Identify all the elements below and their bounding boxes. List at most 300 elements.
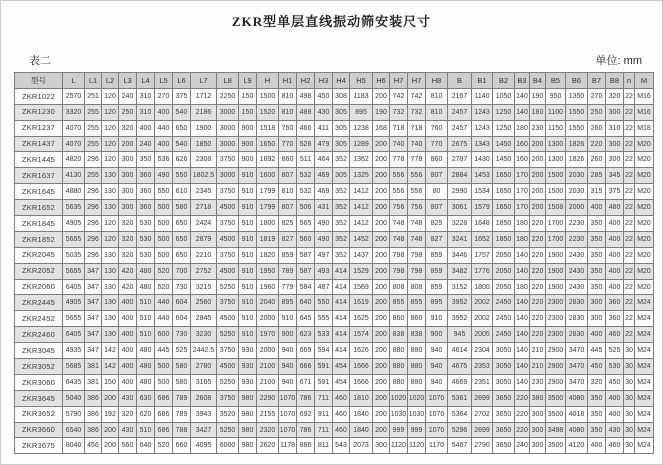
table-cell: 1550: [566, 120, 588, 136]
table-cell: 900: [426, 327, 448, 343]
table-cell: 711: [315, 390, 333, 406]
table-cell: 381: [85, 359, 102, 375]
table-cell: 430: [119, 422, 137, 438]
table-cell: 200: [373, 295, 390, 311]
table-cell: 200: [119, 136, 137, 152]
table-cell: 810: [279, 104, 297, 120]
table-row: [15, 438, 654, 454]
table-cell: 300: [119, 168, 137, 184]
table-cell: 3470: [566, 374, 588, 390]
table-cell: 200: [530, 152, 546, 168]
table-cell: 671: [297, 374, 315, 390]
table-cell: 5655: [63, 263, 85, 279]
table-cell: 886: [297, 438, 315, 454]
table-cell: 464: [315, 152, 333, 168]
model-cell: ZKR3045: [15, 343, 63, 359]
table-cell: 270: [155, 88, 173, 104]
table-cell: 479: [315, 136, 333, 152]
table-cell: 591: [315, 359, 333, 375]
table-cell: 530: [606, 359, 624, 375]
table-cell: 1238: [350, 120, 373, 136]
table-cell: 798: [390, 263, 408, 279]
table-cell: 910: [239, 231, 257, 247]
table-cell: 1450: [493, 136, 515, 152]
table-cell: 2030: [566, 168, 588, 184]
table-cell: 660: [173, 438, 191, 454]
table-cell: 260: [588, 120, 606, 136]
table-cell: 880: [408, 343, 426, 359]
table-cell: 1070: [426, 422, 448, 438]
table-cell: 300: [588, 295, 606, 311]
table-cell: 220: [515, 422, 530, 438]
table-cell: 1579: [472, 200, 493, 216]
table-number-label: 表二: [29, 55, 51, 67]
table-cell: 386: [85, 406, 102, 422]
table-cell: 827: [279, 231, 297, 247]
table-cell: 200: [373, 390, 390, 406]
table-cell: 666: [297, 359, 315, 375]
table-cell: 1450: [493, 152, 515, 168]
table-cell: 200: [373, 359, 390, 375]
table-body: [15, 88, 654, 453]
table-cell: 460: [606, 327, 624, 343]
table-cell: 2186: [191, 104, 217, 120]
table-cell: M18: [635, 120, 654, 136]
table-cell: 3446: [448, 247, 472, 263]
model-cell: ZKR1652: [15, 200, 63, 216]
table-cell: 300: [530, 438, 546, 454]
table-cell: 375: [606, 184, 624, 200]
table-cell: 250: [588, 104, 606, 120]
table-cell: 300: [373, 438, 390, 454]
table-cell: 2457: [448, 104, 472, 120]
table-cell: 310: [137, 104, 155, 120]
table-cell: 532: [297, 168, 315, 184]
table-cell: 860: [279, 152, 297, 168]
table-cell: 786: [297, 422, 315, 438]
table-cell: 414: [333, 343, 350, 359]
table-cell: 910: [239, 279, 257, 295]
table-cell: 1840: [350, 422, 373, 438]
table-cell: 4500: [217, 231, 239, 247]
table-cell: 2790: [472, 438, 493, 454]
table-cell: 250: [119, 104, 137, 120]
column-header: H5: [350, 73, 373, 89]
column-header: L5: [155, 73, 173, 89]
table-cell: 1140: [472, 88, 493, 104]
table-cell: 2167: [448, 88, 472, 104]
table-cell: 3952: [448, 295, 472, 311]
table-cell: 556: [390, 184, 408, 200]
table-cell: 5250: [217, 422, 239, 438]
table-cell: 1412: [350, 184, 373, 200]
table-cell: 300: [119, 152, 137, 168]
table-cell: 22: [624, 120, 635, 136]
table-cell: 445: [588, 343, 606, 359]
table-cell: 940: [426, 359, 448, 375]
table-cell: 4820: [63, 152, 85, 168]
table-cell: 22: [624, 88, 635, 104]
table-cell: 140: [515, 311, 530, 327]
table-cell: 1950: [257, 263, 279, 279]
table-cell: 2230: [566, 231, 588, 247]
table-cell: 2830: [566, 327, 588, 343]
table-cell: 414: [333, 295, 350, 311]
table-cell: 669: [297, 343, 315, 359]
table-cell: 120: [102, 104, 119, 120]
table-cell: 240: [515, 438, 530, 454]
table-cell: 532: [297, 184, 315, 200]
table-cell: 420: [119, 263, 137, 279]
table-cell: 1412: [350, 200, 373, 216]
table-cell: 4675: [448, 359, 472, 375]
table-cell: 2699: [472, 390, 493, 406]
table-cell: 6405: [63, 327, 85, 343]
table-cell: 3215: [191, 279, 217, 295]
table-cell: 300: [530, 406, 546, 422]
table-cell: 1343: [472, 136, 493, 152]
table-cell: 200: [530, 168, 546, 184]
table-cell: 5035: [63, 247, 85, 263]
table-cell: 1652: [472, 231, 493, 247]
column-header: L3: [119, 73, 137, 89]
table-cell: 22: [624, 104, 635, 120]
table-cell: 460: [333, 390, 350, 406]
table-cell: 1619: [350, 295, 373, 311]
table-cell: M24: [635, 311, 654, 327]
table-cell: 490: [315, 216, 333, 232]
table-cell: 540: [173, 136, 191, 152]
table-cell: 587: [297, 247, 315, 263]
table-cell: 400: [606, 263, 624, 279]
table-cell: 2320: [257, 422, 279, 438]
table-cell: 1850: [493, 231, 515, 247]
table-cell: 511: [297, 152, 315, 168]
table-cell: 430: [315, 104, 333, 120]
table-cell: 469: [315, 168, 333, 184]
table-cell: 2990: [448, 184, 472, 200]
model-cell: ZKR3675: [15, 438, 63, 454]
table-cell: 200: [373, 406, 390, 422]
table-cell: M24: [635, 327, 654, 343]
table-cell: 530: [137, 231, 155, 247]
table-cell: 686: [155, 390, 173, 406]
table-cell: 1550: [566, 104, 588, 120]
table-cell: 520: [155, 438, 173, 454]
table-cell: 1529: [350, 263, 373, 279]
table-cell: 3000: [217, 120, 239, 136]
column-header: H7: [408, 73, 426, 89]
table-row: [15, 120, 654, 136]
table-cell: M20: [635, 168, 654, 184]
table-cell: 692: [297, 406, 315, 422]
table-cell: 160: [515, 152, 530, 168]
table-cell: 640: [297, 295, 315, 311]
table-cell: 180: [515, 279, 530, 295]
table-cell: 30: [624, 343, 635, 359]
table-cell: 2699: [472, 422, 493, 438]
table-cell: 1325: [350, 168, 373, 184]
table-cell: 296: [85, 231, 102, 247]
table-cell: 610: [173, 184, 191, 200]
table-cell: 1692: [257, 152, 279, 168]
table-cell: 1819: [257, 231, 279, 247]
table-cell: 3750: [217, 216, 239, 232]
model-cell: ZKR3060: [15, 374, 63, 390]
model-cell: ZKR2445: [15, 295, 63, 311]
table-cell: 400: [119, 327, 137, 343]
table-cell: 375: [173, 88, 191, 104]
table-cell: 732: [408, 104, 426, 120]
table-cell: 2300: [546, 327, 566, 343]
table-cell: 300: [530, 422, 546, 438]
table-cell: 320: [119, 406, 137, 422]
table-cell: 200: [530, 136, 546, 152]
table-cell: 22: [624, 216, 635, 232]
table-cell: 3500: [546, 406, 566, 422]
table-cell: 556: [408, 184, 426, 200]
table-cell: 414: [333, 279, 350, 295]
table-cell: 789: [279, 263, 297, 279]
table-cell: 255: [85, 168, 102, 184]
table-cell: 345: [606, 168, 624, 184]
table-cell: 2250: [217, 88, 239, 104]
table-cell: 880: [408, 359, 426, 375]
table-cell: M24: [635, 406, 654, 422]
table-cell: 411: [315, 120, 333, 136]
table-cell: 440: [155, 120, 173, 136]
table-cell: 140: [515, 359, 530, 375]
table-cell: 260: [588, 152, 606, 168]
table-cell: 2620: [257, 438, 279, 454]
table-cell: 480: [137, 279, 155, 295]
table-cell: 1960: [257, 279, 279, 295]
table-cell: 6405: [63, 279, 85, 295]
table-cell: 1150: [546, 120, 566, 136]
table-cell: 530: [137, 216, 155, 232]
table-cell: 623: [297, 327, 315, 343]
table-cell: 480: [137, 343, 155, 359]
table-cell: 748: [408, 231, 426, 247]
table-cell: 1712: [191, 88, 217, 104]
table-cell: 140: [515, 247, 530, 263]
table-cell: 4669: [448, 374, 472, 390]
table-cell: 8040: [63, 438, 85, 454]
table-cell: 2450: [493, 327, 515, 343]
table-cell: 859: [279, 247, 297, 263]
table-cell: 3750: [217, 390, 239, 406]
table-cell: 730: [173, 327, 191, 343]
table-cell: 315: [588, 184, 606, 200]
table-cell: 718: [390, 120, 408, 136]
table-cell: 400: [119, 343, 137, 359]
table-cell: 1970: [257, 327, 279, 343]
table-cell: 296: [85, 247, 102, 263]
table-cell: 900: [239, 136, 257, 152]
table-cell: 2442.5: [191, 343, 217, 359]
table-cell: 1625: [350, 311, 373, 327]
table-cell: 360: [137, 184, 155, 200]
table-cell: 1518: [257, 120, 279, 136]
dimensions-table: [14, 72, 654, 454]
table-row: [15, 311, 654, 327]
table-row: [15, 422, 654, 438]
table-cell: 1626: [350, 343, 373, 359]
table-cell: 718: [408, 120, 426, 136]
table-cell: 200: [373, 88, 390, 104]
table-cell: 5467: [448, 438, 472, 454]
table-cell: 347: [85, 311, 102, 327]
table-cell: 740: [408, 136, 426, 152]
table-cell: 2000: [257, 343, 279, 359]
table-cell: 550: [173, 168, 191, 184]
column-header: B7: [588, 73, 606, 89]
model-cell: ZKR3645: [15, 390, 63, 406]
table-cell: 911: [315, 406, 333, 422]
table-cell: 5040: [63, 390, 85, 406]
table-cell: 3500: [546, 390, 566, 406]
table-cell: 305: [333, 168, 350, 184]
table-cell: 305: [333, 120, 350, 136]
table-cell: 168: [373, 120, 390, 136]
table-cell: 2900: [546, 374, 566, 390]
table-cell: 160: [515, 136, 530, 152]
table-cell: 3650: [493, 422, 515, 438]
model-cell: ZKR1845: [15, 216, 63, 232]
table-cell: 180: [515, 231, 530, 247]
table-row: [15, 295, 654, 311]
table-cell: 130: [102, 295, 119, 311]
table-cell: 500: [155, 216, 173, 232]
table-meta-row: [29, 52, 646, 68]
table-cell: 456: [85, 438, 102, 454]
table-header: [15, 73, 654, 89]
table-cell: 1900: [546, 247, 566, 263]
table-cell: 711: [315, 422, 333, 438]
table-cell: 1700: [546, 231, 566, 247]
table-cell: 798: [408, 247, 426, 263]
table-cell: 420: [119, 279, 137, 295]
table-cell: 220: [530, 263, 546, 279]
table-cell: 493: [315, 263, 333, 279]
table-cell: 2345: [191, 184, 217, 200]
table-cell: 778: [408, 152, 426, 168]
table-cell: M16: [635, 88, 654, 104]
table-cell: 2353: [472, 359, 493, 375]
table-cell: 140: [515, 295, 530, 311]
table-cell: 786: [297, 390, 315, 406]
table-cell: 930: [239, 374, 257, 390]
table-cell: 3650: [493, 438, 515, 454]
table-cell: M24: [635, 390, 654, 406]
table-cell: 910: [239, 247, 257, 263]
table-row: [15, 343, 654, 359]
table-cell: M24: [635, 359, 654, 375]
table-cell: 3000: [217, 168, 239, 184]
table-cell: 1534: [472, 184, 493, 200]
table-cell: 1900: [546, 279, 566, 295]
column-header: L6: [173, 73, 191, 89]
table-cell: 760: [426, 120, 448, 136]
table-cell: 594: [315, 343, 333, 359]
table-cell: 543: [333, 438, 350, 454]
table-cell: M20: [635, 184, 654, 200]
table-cell: 940: [279, 374, 297, 390]
table-cell: 2050: [493, 263, 515, 279]
table-cell: 1826: [566, 152, 588, 168]
table-cell: 320: [119, 231, 137, 247]
column-header: H4: [333, 73, 350, 89]
table-row: [15, 104, 654, 120]
table-cell: 510: [137, 422, 155, 438]
table-cell: 900: [239, 120, 257, 136]
table-cell: 490: [155, 168, 173, 184]
table-cell: 400: [119, 374, 137, 390]
table-cell: 855: [390, 295, 408, 311]
table-cell: 400: [119, 311, 137, 327]
table-cell: 22: [624, 152, 635, 168]
table-cell: 200: [373, 311, 390, 327]
table-cell: 1799: [257, 184, 279, 200]
table-cell: 756: [408, 200, 426, 216]
table-cell: 400: [137, 120, 155, 136]
table-cell: 5250: [217, 374, 239, 390]
column-header: H2: [297, 73, 315, 89]
table-cell: 140: [515, 104, 530, 120]
table-cell: 798: [408, 263, 426, 279]
table-cell: 2675: [448, 136, 472, 152]
table-cell: 1799: [257, 200, 279, 216]
table-cell: 400: [606, 231, 624, 247]
table-cell: 296: [85, 184, 102, 200]
table-cell: 1500: [546, 168, 566, 184]
model-cell: ZKR1852: [15, 231, 63, 247]
table-cell: 742: [408, 88, 426, 104]
table-cell: 130: [102, 184, 119, 200]
model-cell: ZKR2060: [15, 279, 63, 295]
model-cell: ZKR3660: [15, 422, 63, 438]
table-cell: 270: [588, 88, 606, 104]
table-cell: 650: [173, 247, 191, 263]
table-cell: 200: [530, 200, 546, 216]
table-cell: 940: [426, 343, 448, 359]
table-cell: 980: [239, 438, 257, 454]
table-cell: 1850: [493, 216, 515, 232]
column-header: B4: [530, 73, 546, 89]
table-cell: 255: [85, 120, 102, 136]
table-cell: 2718: [191, 200, 217, 216]
column-header: B8: [606, 73, 624, 89]
table-cell: 220: [530, 247, 546, 263]
model-cell: ZKR2052: [15, 263, 63, 279]
table-cell: 497: [315, 247, 333, 263]
table-cell: 686: [155, 406, 173, 422]
table-cell: 130: [102, 311, 119, 327]
table-cell: 460: [333, 406, 350, 422]
table-cell: 140: [515, 327, 530, 343]
table-cell: 2608: [191, 390, 217, 406]
table-cell: 3482: [448, 263, 472, 279]
table-cell: 454: [333, 359, 350, 375]
table-cell: 3498: [546, 422, 566, 438]
table-cell: 742: [390, 88, 408, 104]
table-cell: 550: [315, 295, 333, 311]
table-row: [15, 200, 654, 216]
table-cell: 2155: [257, 406, 279, 422]
table-cell: 910: [239, 263, 257, 279]
table-cell: 300: [588, 311, 606, 327]
table-cell: 1030: [390, 406, 408, 422]
